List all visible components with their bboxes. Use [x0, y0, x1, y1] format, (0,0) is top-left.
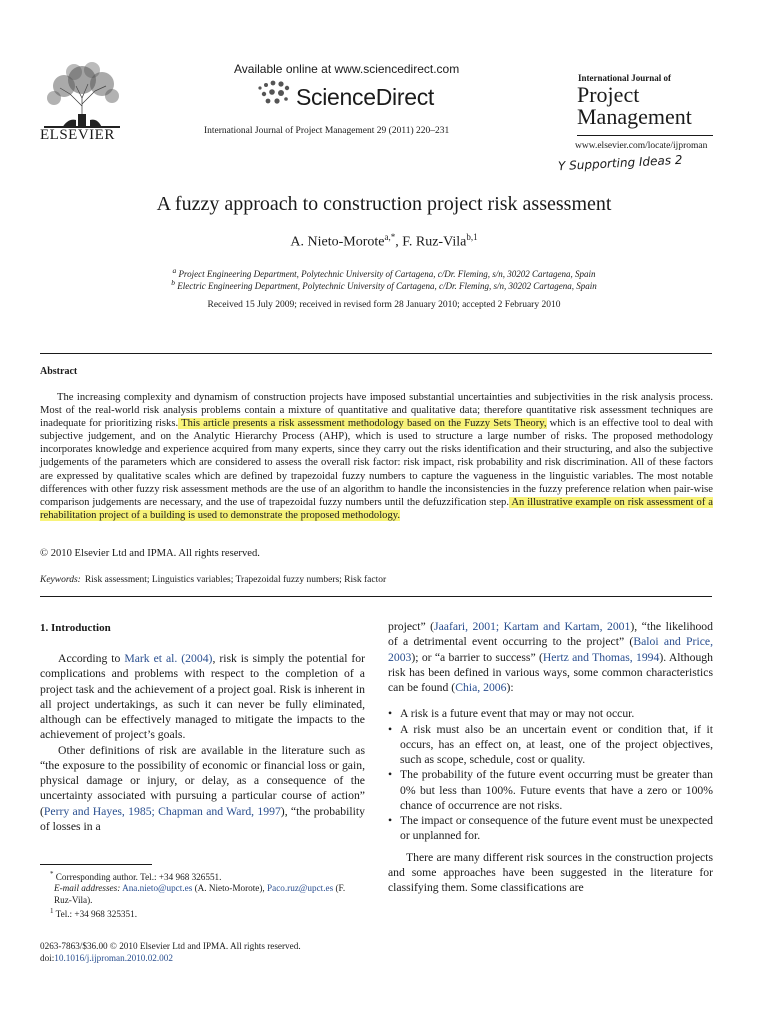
issn-line: 0263-7863/$36.00 © 2010 Elsevier Ltd and IPMA. All rights reserved. [40, 941, 301, 951]
highlighted-text: This article presents a risk assessment methodology based on the Fuzzy Sets Theory, [178, 418, 547, 430]
text: ). Although risk has been defined in various ways, some common characteristics can be found ( [388, 650, 713, 694]
right-column [388, 619, 713, 895]
text: (F. Ruz-Vila). [54, 883, 346, 905]
text: project” ( [388, 620, 435, 633]
footnote-tel [40, 906, 365, 920]
footnote-corresponding [40, 869, 365, 883]
doi-link[interactable]: 10.1016/j.ijproman.2010.02.002 [54, 953, 173, 963]
list-item: • The impact or consequence of the future event must be unexpected or unplanned for. [388, 813, 713, 844]
affiliation-text: Electric Engineering Department, Polytechnic University of Cartagena, c/Dr. Fleming, s/n, 30202 Cartagena, Spain [177, 281, 597, 291]
footnotes [40, 869, 365, 920]
received-dates: Received 15 July 2009; received in revised form 28 January 2010; accepted 2 February 2010 [207, 300, 561, 310]
citation-link[interactable]: Jaafari, 2001; Kartam and Kartam, 2001 [434, 620, 631, 633]
sciencedirect-dots-icon [256, 80, 292, 106]
doi-label: doi: [40, 953, 55, 963]
bullet-list [388, 706, 713, 843]
journal-rule [577, 135, 713, 136]
abstract-text [40, 391, 713, 522]
list-item: • A risk must also be an uncertain event or condition that, if it occurs, has an effect on, at least, one of the project objectives, such as scope, schedule, cost or quality. [388, 722, 713, 768]
list-item: • The probability of the future event occurring must be greater than 0% but less than 100%. Future events that have a zero or 100% chance of occurrence are not risks. [388, 767, 713, 813]
text: (A. Nieto-Morote), [192, 883, 268, 894]
author-list [0, 232, 768, 251]
author-name: A. Nieto-Morote [290, 234, 385, 250]
abstract-text-part: which is an effective tool to deal with subjective judgement, and on the Analytic Hierarchy Process (AHP), which is used to structure a large number of risks. The proposed methodology incorporates knowledge and experience acquired from many experts, since they carry out the risks identification and their structuring, and also the subjective judgements of the parameters which are considered to assess the overall risk factor: risk impact, risk probability and risk discrimination. All of these factors are expressed by qualitative scales which are defined by trapezoidal fuzzy numbers to capture the vagueness in the linguistic variables. The most notable differences with other fuzzy risk assessment methods are the use of an algorithm to handle the inconsistencies in the fuzzy preference relation when pair-wise comparison judgements are necessary, and the use of trapezoidal fuzzy numbers until the defuzzification step. [40, 418, 713, 508]
email-link[interactable]: Ana.nieto@upct.es [122, 883, 193, 894]
affiliation-mark: a [172, 266, 177, 275]
keywords [40, 575, 386, 585]
affiliation-text: Project Engineering Department, Polytechnic University of Cartagena, c/Dr. Fleming, s/n, 30202 Cartagena, Spain [178, 269, 596, 279]
affiliation-b [0, 278, 768, 291]
elsevier-tree-logo [40, 58, 124, 138]
author-affiliation-mark: b,1 [466, 232, 478, 242]
abstract-text-part: The increasing complexity and dynamism of construction projects have imposed substantial uncertainties and subjectivities in the risk analysis process. Most of the real-world risk analysis problems contain a mixture of quantitative and qualitative data; therefore quantitative risk assessment techniques are inadequate for prioritizing risks. [40, 392, 713, 430]
footnote-emails [40, 883, 365, 906]
keywords-label: Keywords: [40, 575, 81, 585]
list-item: • A risk is a future event that may or may not occur. [388, 706, 713, 721]
keywords-list: Risk assessment; Linguistics variables; Trapezoidal fuzzy numbers; Risk factor [84, 575, 387, 585]
section-divider [40, 596, 712, 597]
text: ), “the likelihood of a detrimental event occurring to the project” ( [388, 620, 713, 649]
paragraph [40, 743, 365, 835]
left-column [40, 651, 365, 834]
paper-title: A fuzzy approach to construction project risk assessment [156, 193, 612, 215]
citation-link[interactable]: Hertz and Thomas, 1994 [542, 650, 660, 664]
journal-name-line2: Management [577, 104, 692, 129]
citation-link[interactable]: Baloi and Price, 2003 [388, 635, 713, 664]
paragraph [388, 619, 713, 695]
author-name: F. Ruz-Vila [402, 234, 467, 250]
author-affiliation-mark: a,* [384, 232, 396, 242]
footnote-mark: 1 [50, 906, 54, 915]
abstract-heading: Abstract [40, 366, 78, 377]
text: Corresponding author. Tel.: +34 968 326551. [55, 872, 222, 883]
text: ), “the probability of losses in a [40, 804, 365, 833]
abstract-copyright: © 2010 Elsevier Ltd and IPMA. All rights reserved. [40, 548, 260, 559]
section-heading: 1. Introduction [40, 622, 111, 634]
text: According to [58, 652, 125, 665]
section-divider [40, 353, 712, 354]
text: Other definitions of risk are available in the literature such as “the exposure to the possibility of economic or financial loss or gain, physical damage or injury, or delay, as a consequence of the uncertainty associated with pursuing a particular course of action” ( [40, 743, 365, 818]
text: , risk is simply the potential for complications and problems with respect to the completion of a project task and the achievement of a project goal. Risk is inherent in all project undertakings, as such it can never be fully eliminated, although can be effectively managed to mitigate the impacts to the achievement of project’s goals. [40, 652, 366, 742]
citation-link[interactable]: Mark et al. (2004) [124, 652, 213, 665]
paragraph: There are many different risk sources in the construction projects and some approaches have been suggested in the literature for classifying them. Some classifications are [388, 850, 713, 894]
citation-link[interactable]: Chia, 2006 [455, 681, 507, 694]
citation-link[interactable]: Perry and Hayes, 1985; Chapman and Ward, 1997 [43, 804, 281, 818]
publisher-name: ELSEVIER [40, 127, 115, 143]
journal-url-link[interactable]: www.elsevier.com/locate/ijproman [575, 141, 708, 151]
affiliation-mark: b [171, 278, 176, 287]
paragraph [40, 651, 365, 743]
text: Tel.: +34 968 325351. [55, 909, 137, 920]
highlighted-text: An illustrative example on risk assessment of a rehabilitation project of a building is used to demonstrate the proposed methodology. [40, 496, 713, 521]
email-label: E-mail addresses: [54, 883, 121, 894]
author-separator: , [395, 234, 403, 250]
footnote-divider [40, 864, 152, 865]
text: ): [506, 681, 514, 694]
doi-line [40, 952, 301, 964]
journal-name-line1: Project [577, 82, 640, 107]
handwritten-note: Y Supporting Ideas 2 [557, 152, 683, 174]
sciencedirect-wordmark: ScienceDirect [296, 84, 434, 110]
available-online-text: Available online at www.sciencedirect.com [234, 62, 460, 76]
front-matter [40, 940, 301, 964]
journal-reference: International Journal of Project Management 29 (2011) 220–231 [204, 126, 450, 136]
email-link[interactable]: Paco.ruz@upct.es [267, 883, 334, 894]
journal-name-small: International Journal of [578, 73, 672, 83]
footnote-mark: * [50, 870, 54, 878]
text: ); or “a barrier to success” ( [411, 650, 543, 664]
